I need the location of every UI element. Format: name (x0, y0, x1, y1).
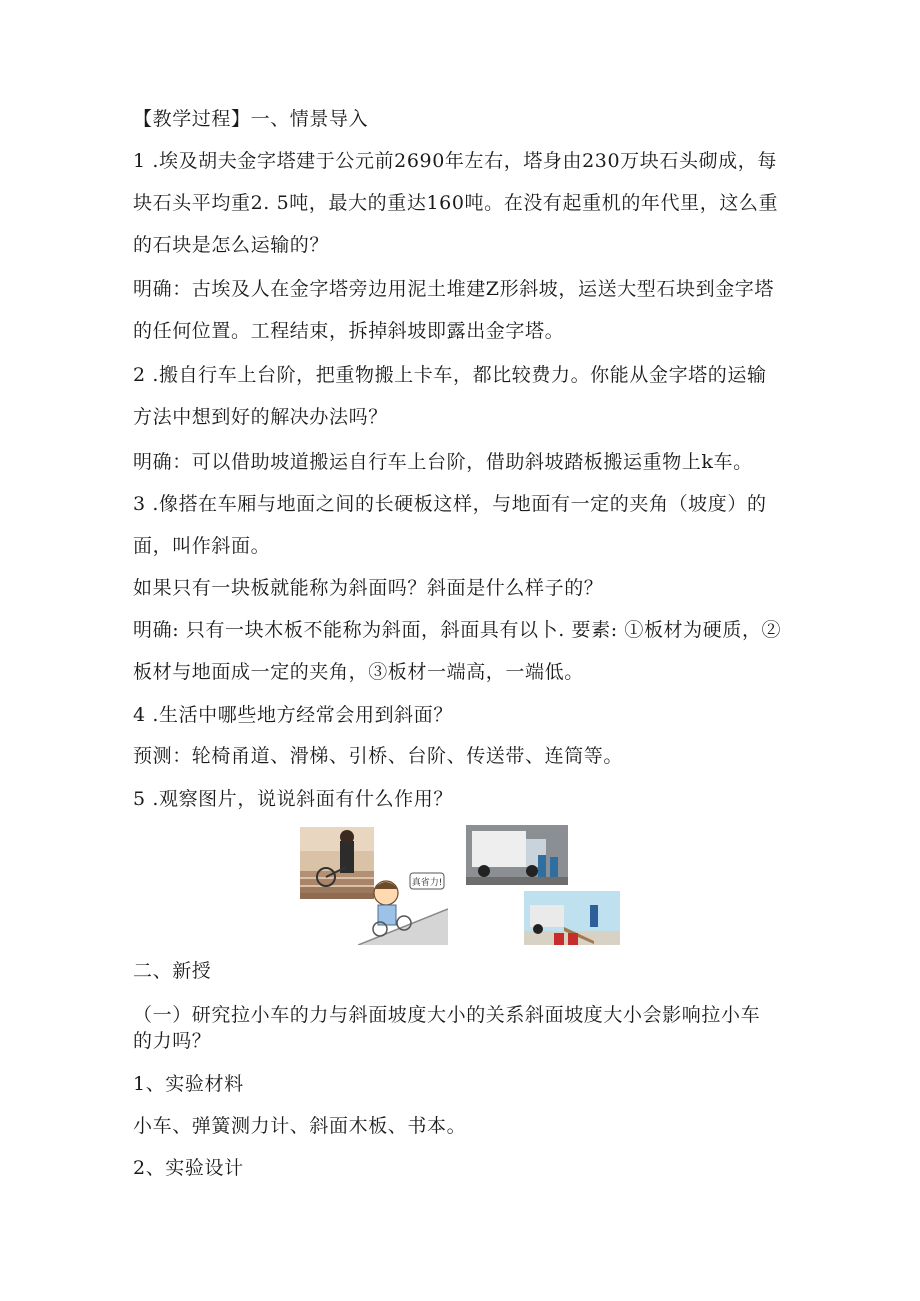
question-5: 5 .观察图片，说说斜面有什么作用？ (133, 788, 453, 810)
item-1-text: 小车、弹簧测力计、斜面木板、书本。 (133, 1115, 467, 1137)
answer-3-line-1: 明确: 只有一块木板不能称为斜面，斜面具有以卜. 要素: ①板材为硬质，② (133, 619, 782, 641)
cartoon-boy-ramp (358, 869, 448, 945)
speech-bubble-text: 真省力! (411, 878, 443, 888)
question-3-line-2: 面，叫作斜面。 (133, 535, 271, 557)
ramp-barrels-image (524, 891, 620, 945)
question-2-line-1: 2 .搬自行车上台阶，把重物搬上卡车，都比较费力。你能从金字塔的运输 (133, 364, 767, 386)
answer-4: 预测：轮椅甬道、滑梯、引桥、台阶、传送带、连筒等。 (133, 745, 624, 767)
truck-loading-photo (466, 825, 568, 885)
subsection-1-line-2: 的力吗？ (133, 1030, 212, 1052)
question-2-line-2: 方法中想到好的解决办法吗？ (133, 406, 388, 428)
answer-2: 明确：可以借助坡道搬运自行车上台阶，借助斜坡踏板搬运重物上k车。 (133, 451, 753, 473)
subsection-1-line-1: （一）研究拉小车的力与斜面坡度大小的关系斜面坡度大小会影响拉小车 (133, 1004, 761, 1026)
ramp-barrels-photo (524, 891, 620, 945)
answer-1-line-1: 明确：古埃及人在金字塔旁边用泥土堆建Z形斜坡，运送大型石块到金字塔 (133, 278, 775, 300)
inclined-plane-photos (298, 825, 620, 945)
answer-3-line-2: 板材与地面成一定的夹角，③板材一端高，一端低。 (133, 661, 584, 683)
section-heading-teaching-process: 【教学过程】一、情景导入 (133, 108, 369, 130)
item-1-heading: 1、实验材料 (133, 1073, 244, 1095)
item-2-heading: 2、实验设计 (133, 1157, 244, 1179)
question-1-line-3: 的石块是怎么运输的？ (133, 234, 330, 256)
answer-1-line-2: 的任何位置。工程结束，拆掉斜坡即露出金字塔。 (133, 320, 565, 342)
question-3-followup: 如果只有一块板就能称为斜面吗？斜面是什么样子的？ (133, 577, 604, 599)
question-3-line-1: 3 .像搭在车厢与地面之间的长硬板这样，与地面有一定的夹角（坡度）的 (133, 493, 767, 515)
question-1-line-1: 1 .埃及胡夫金字塔建于公元前2690年左右，塔身由230万块石头砌成，每 (133, 150, 777, 172)
question-1-line-2: 块石头平均重2. 5吨，最大的重达160吨。在没有起重机的年代里，这么重 (133, 192, 779, 214)
cartoon-boy-image (358, 869, 448, 945)
truck-loading-image (466, 825, 568, 885)
section-heading-new-lesson: 二、新授 (133, 960, 212, 982)
question-4: 4 .生活中哪些地方经常会用到斜面？ (133, 704, 453, 726)
